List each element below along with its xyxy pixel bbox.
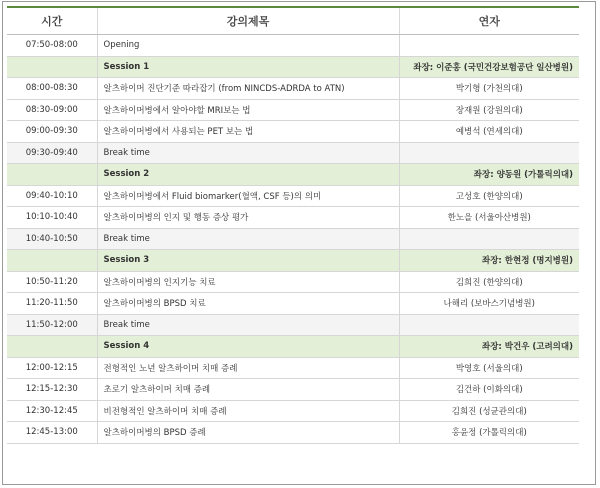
- cell-time: 10:40-10:50: [7, 228, 97, 250]
- cell-title: 전형적인 노년 알츠하이머 치매 증례: [97, 357, 399, 379]
- cell-title: 알츠하이머병의 BPSD 증례: [97, 422, 399, 444]
- table-row: [7, 121, 579, 143]
- table-row: [7, 99, 579, 121]
- cell-speaker: 나해리 (보바스기념병원): [399, 293, 579, 315]
- cell-chair: 좌장: 양동원 (가톨릭의대): [399, 164, 579, 186]
- cell-chair: 좌장: 한현정 (명지병원): [399, 250, 579, 272]
- cell-speaker: [399, 142, 579, 164]
- cell-time: 07:50-08:00: [7, 35, 97, 57]
- session-row: [7, 56, 579, 78]
- cell-title: 알츠하이머병에서 사용되는 PET 보는 법: [97, 121, 399, 143]
- cell-title: Opening: [97, 35, 399, 57]
- session-row: [7, 164, 579, 186]
- table-header-row: [7, 7, 579, 35]
- cell-time: 12:45-13:00: [7, 422, 97, 444]
- cell-time: [7, 164, 97, 186]
- cell-title: Break time: [97, 142, 399, 164]
- cell-time: [7, 250, 97, 272]
- cell-title: 알츠하이머병의 BPSD 치료: [97, 293, 399, 315]
- cell-time: 11:50-12:00: [7, 314, 97, 336]
- schedule-body: [7, 35, 579, 444]
- cell-speaker: 김건하 (이화의대): [399, 379, 579, 401]
- session-row: [7, 250, 579, 272]
- table-row: [7, 78, 579, 100]
- table-row: [7, 357, 579, 379]
- cell-session-title: Session 4: [97, 336, 399, 358]
- cell-title: 알츠하이머병에서 알아야할 MRI보는 법: [97, 99, 399, 121]
- cell-speaker: [399, 35, 579, 57]
- cell-speaker: 예병석 (연세의대): [399, 121, 579, 143]
- cell-title: 알츠하이머병의 인지기능 치료: [97, 271, 399, 293]
- header-speaker: 연자: [399, 7, 579, 35]
- table-row: [7, 185, 579, 207]
- cell-session-title: Session 3: [97, 250, 399, 272]
- cell-speaker: 박기형 (가천의대): [399, 78, 579, 100]
- cell-speaker: 홍윤정 (가톨릭의대): [399, 422, 579, 444]
- cell-time: 10:10-10:40: [7, 207, 97, 229]
- table-row: [7, 400, 579, 422]
- cell-speaker: [399, 228, 579, 250]
- cell-speaker: 한노을 (서울아산병원): [399, 207, 579, 229]
- cell-speaker: 김희진 (한양의대): [399, 271, 579, 293]
- schedule-table: [7, 6, 579, 444]
- cell-chair: 좌장: 이준홍 (국민건강보험공단 일산병원): [399, 56, 579, 78]
- cell-chair: 좌장: 박건우 (고려의대): [399, 336, 579, 358]
- cell-title: Break time: [97, 314, 399, 336]
- cell-title: 초로기 알츠하이머 치매 증례: [97, 379, 399, 401]
- cell-time: [7, 336, 97, 358]
- cell-speaker: [399, 314, 579, 336]
- break-row: [7, 142, 579, 164]
- cell-session-title: Session 2: [97, 164, 399, 186]
- schedule-frame: [2, 1, 596, 485]
- session-row: [7, 336, 579, 358]
- cell-time: 08:00-08:30: [7, 78, 97, 100]
- break-row: [7, 314, 579, 336]
- cell-speaker: 장재원 (강원의대): [399, 99, 579, 121]
- cell-title: 비전형적인 알츠하이머 치매 증례: [97, 400, 399, 422]
- cell-time: 12:15-12:30: [7, 379, 97, 401]
- cell-time: 11:20-11:50: [7, 293, 97, 315]
- table-row: [7, 293, 579, 315]
- cell-title: 알츠하이머병의 인지 및 행동 증상 평가: [97, 207, 399, 229]
- table-row: [7, 379, 579, 401]
- cell-time: 12:30-12:45: [7, 400, 97, 422]
- cell-time: 09:40-10:10: [7, 185, 97, 207]
- table-row: [7, 35, 579, 57]
- cell-time: 12:00-12:15: [7, 357, 97, 379]
- header-time: 시간: [7, 7, 97, 35]
- cell-time: 09:30-09:40: [7, 142, 97, 164]
- header-title: 강의제목: [97, 7, 399, 35]
- cell-title: 알츠하이머병에서 Fluid biomarker(혈액, CSF 등)의 의미: [97, 185, 399, 207]
- cell-title: 알츠하이머 진단기준 따라잡기 (from NINCDS-ADRDA to ATN): [97, 78, 399, 100]
- cell-speaker: 고성호 (한양의대): [399, 185, 579, 207]
- cell-time: [7, 56, 97, 78]
- cell-time: 09:00-09:30: [7, 121, 97, 143]
- break-row: [7, 228, 579, 250]
- cell-title: Break time: [97, 228, 399, 250]
- table-row: [7, 271, 579, 293]
- cell-time: 08:30-09:00: [7, 99, 97, 121]
- cell-speaker: 박영호 (서울의대): [399, 357, 579, 379]
- table-row: [7, 422, 579, 444]
- table-row: [7, 207, 579, 229]
- cell-time: 10:50-11:20: [7, 271, 97, 293]
- cell-session-title: Session 1: [97, 56, 399, 78]
- cell-speaker: 김희진 (성균관의대): [399, 400, 579, 422]
